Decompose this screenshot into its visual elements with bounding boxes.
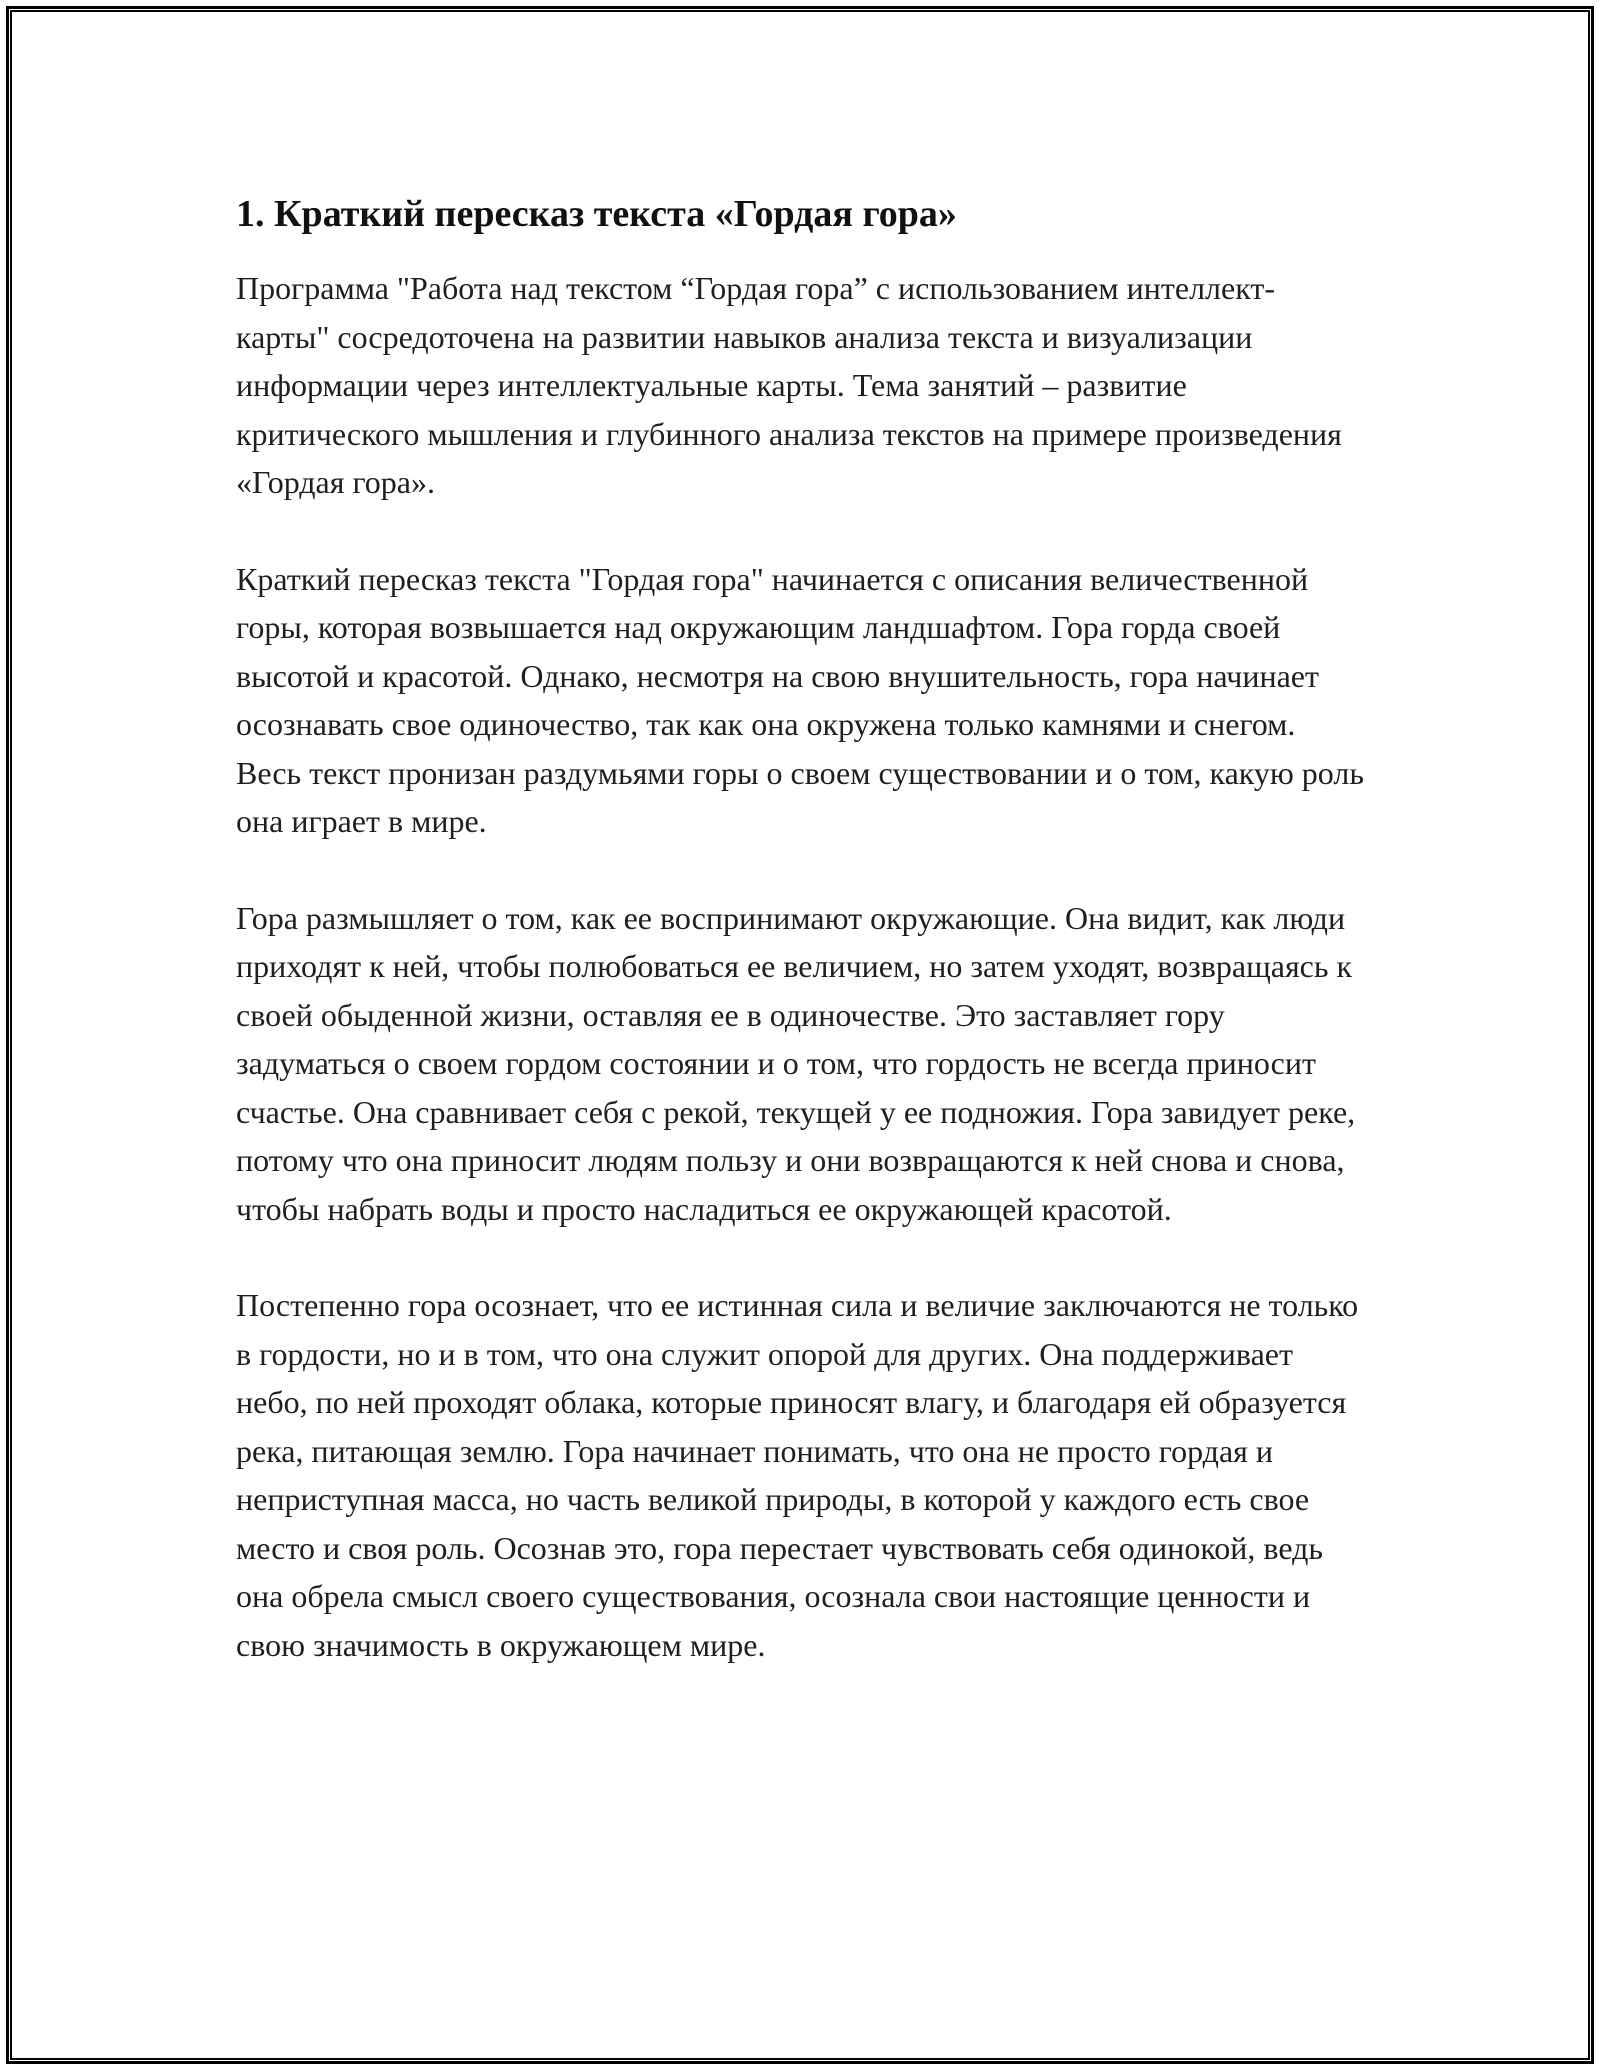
paragraph-mountain-reflection: Гора размышляет о том, как ее воспринимают окружающие. Она видит, как люди приходят к ней, чтобы полюбоваться ее величием, но затем уходят, возвращаясь к своей обыденной жизни, оставляя ее в одиночестве. Это заставляет гору задуматься о своем гордом состоянии и о том, что гордость не всегда приносит счастье. Она сравнивает себя с рекой, текущей у ее подножия. Гора завидует реке, потому что она приносит людям пользу и они возвращаются к ней снова и снова, чтобы набрать воды и просто насладиться ее окружающей красотой.: [236, 899, 1356, 1227]
paragraph-retelling-intro: Краткий пересказ текста "Гордая гора" начинается с описания величественной горы, которая возвышается над окружающим ландшафтом. Гора горда своей высотой и красотой. Однако, несмотря на свою внушительность, гора начинает осознавать свое одиночество, так как она окружена только камнями и снегом. Весь текст пронизан раздумьями горы о своем существовании и о том, какую роль она играет в мире.: [236, 560, 1364, 839]
paragraph-mountain-realization: Постепенно гора осознает, что ее истинная сила и величие заключаются не только в гордости, но и в том, что она служит опорой для других. Она поддерживает небо, по ней проходят облака, которые приносят влагу, и благодаря ей образуется река, питающая землю. Гора начинает понимать, что она не просто гордая и неприступная масса, но часть великой природы, в которой у каждого есть свое место и своя роль. Осознав это, гора перестает чувствовать себя одинокой, ведь она обрела смысл своего существования, осознала свои настоящие ценности и свою значимость в окружающем мире.: [236, 1287, 1359, 1663]
section-heading: 1. Краткий пересказ текста «Гордая гора»: [236, 193, 957, 235]
paragraph-program: Программа "Работа над текстом “Гордая гора” с использованием интеллект-карты" сосредоточена на развитии навыков анализа текста и визуализации информации через интеллектуальные карты. Тема занятий – развитие критического мышления и глубинного анализа текстов на примере произведения «Гордая гора».: [236, 270, 1342, 500]
document-body: [236, 186, 1368, 1717]
